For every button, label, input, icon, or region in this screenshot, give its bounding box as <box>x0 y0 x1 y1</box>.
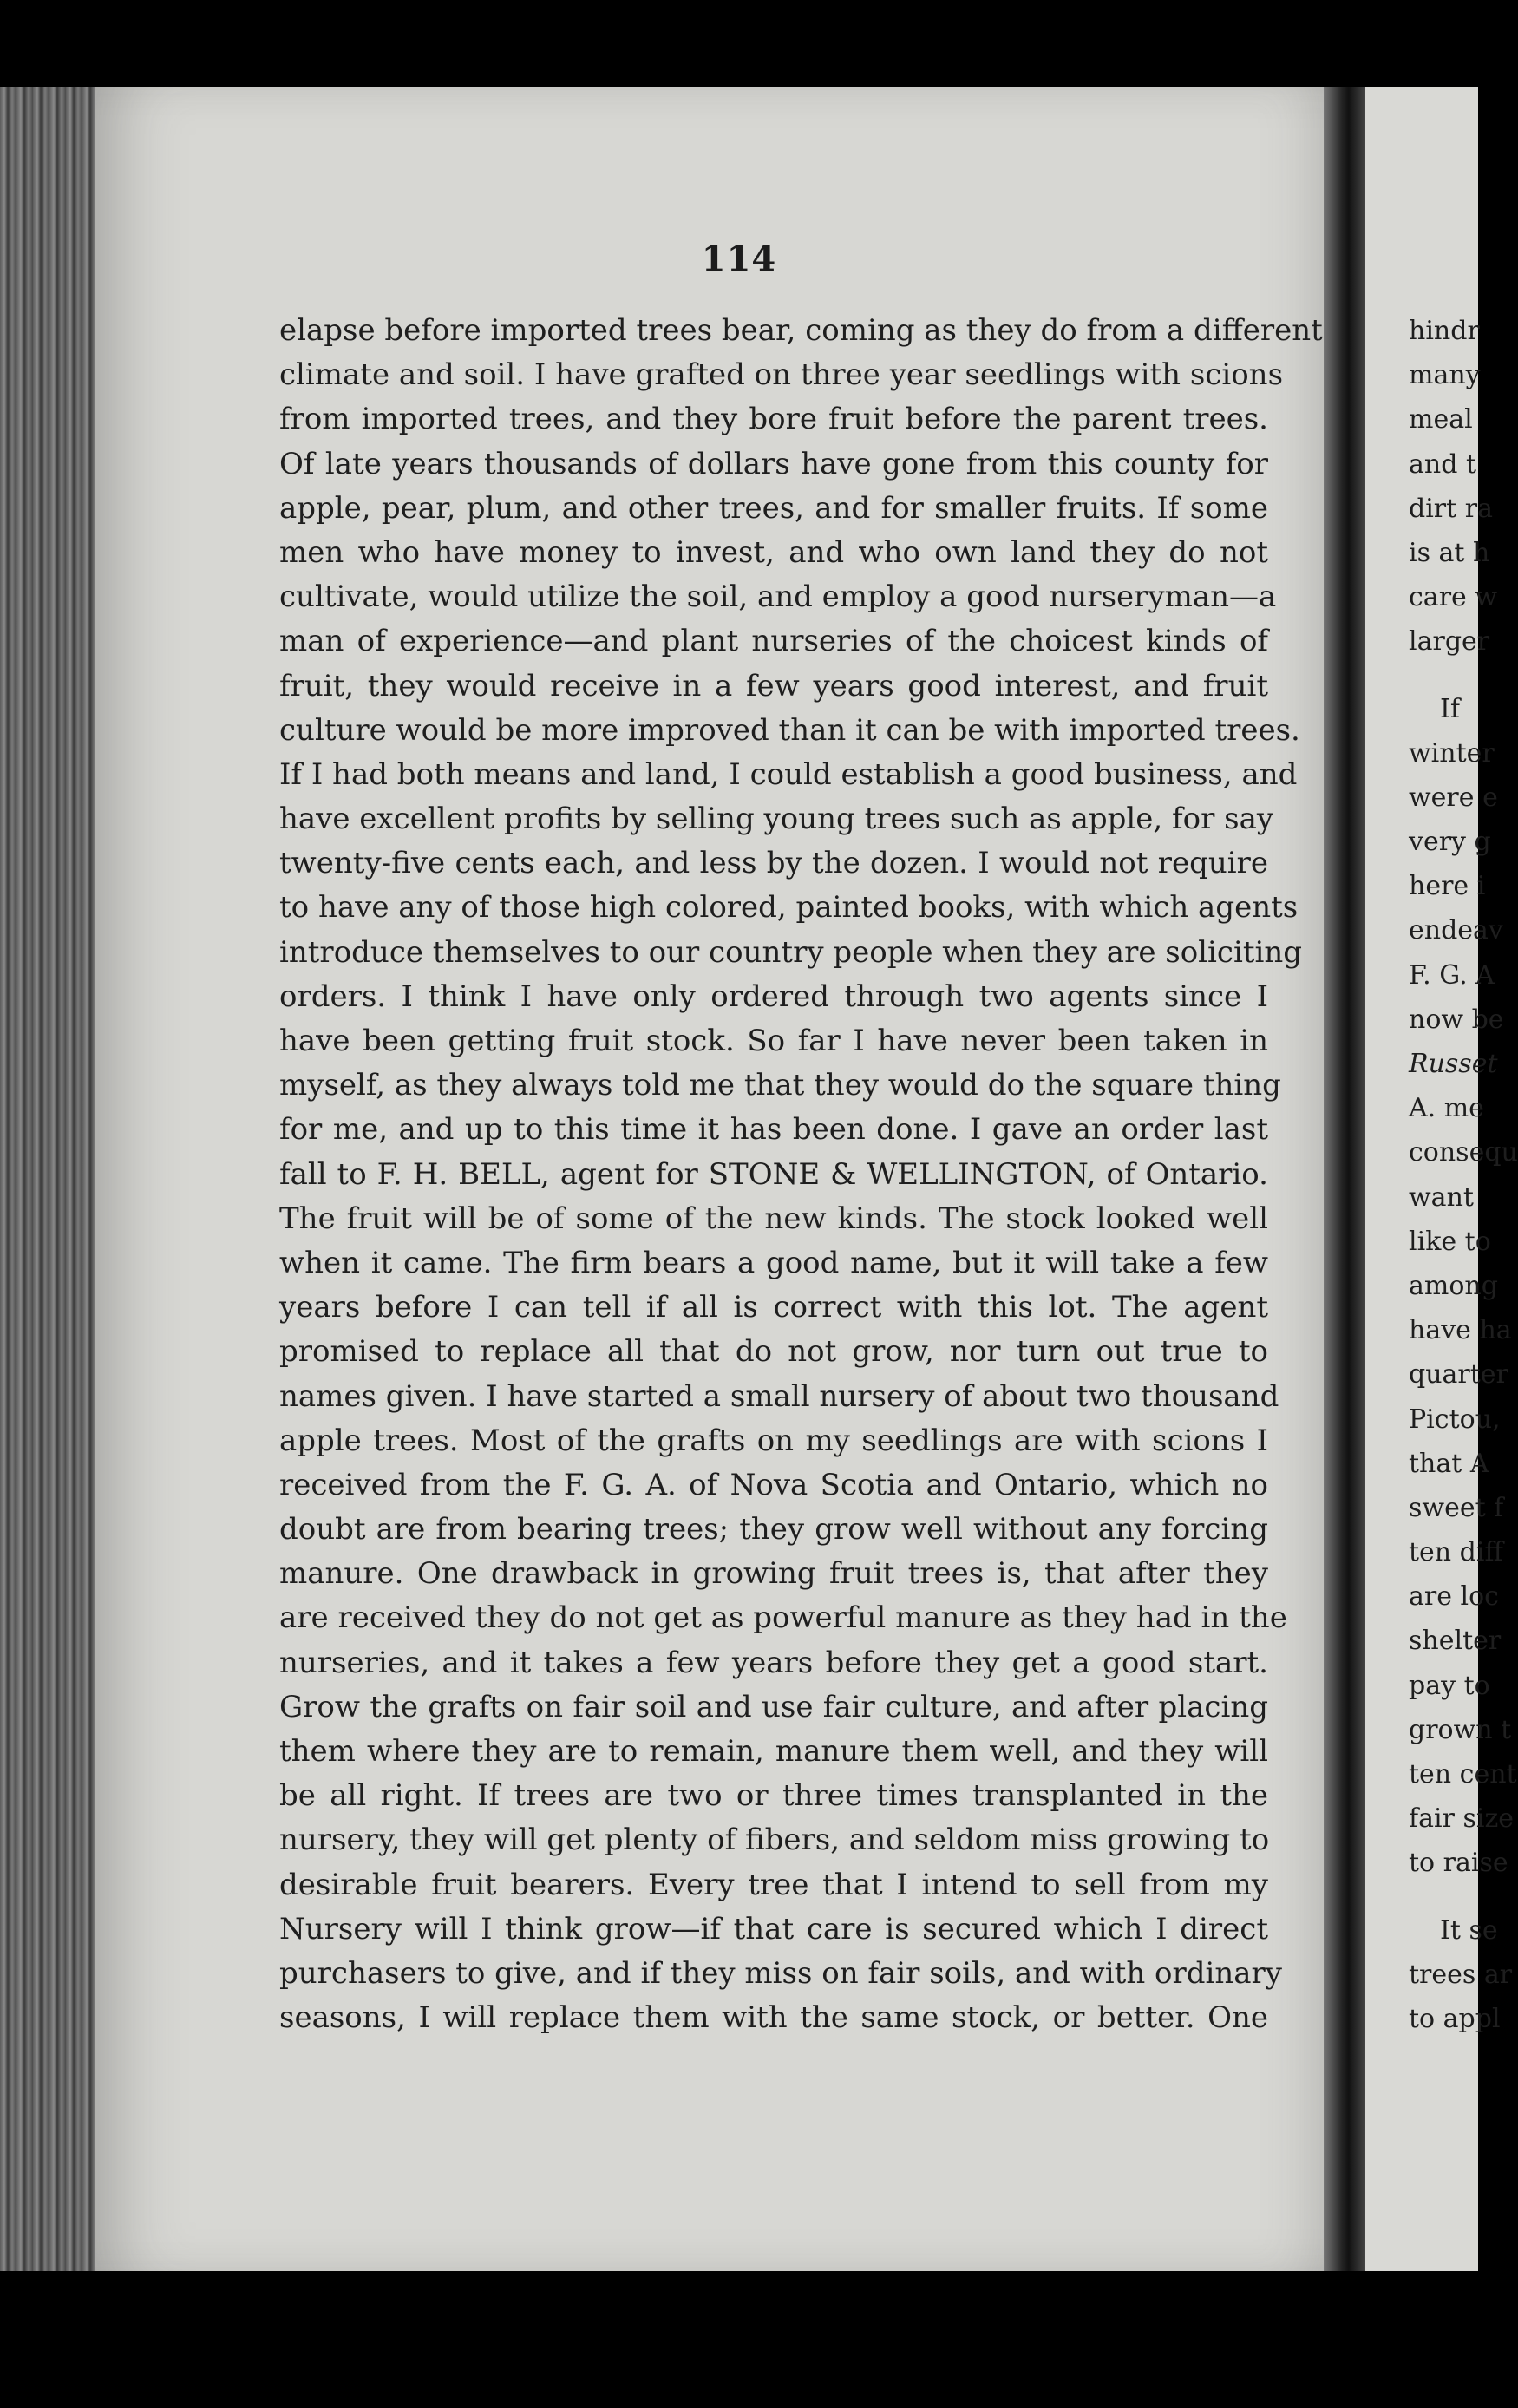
text-line: years before I can tell if all is correct with this lot. The agent <box>279 1290 1268 1325</box>
text-line: culture would be more improved than it can be with imported trees. <box>279 712 1300 748</box>
text-line: A. me <box>1409 1093 1484 1124</box>
text-line: to appl <box>1409 2003 1501 2034</box>
text-line: grown t <box>1409 1714 1512 1745</box>
text-line: men who have money to invest, and who own land they do not <box>279 534 1268 570</box>
text-line: have ha <box>1409 1315 1512 1346</box>
text-line: for me, and up to this time it has been done. I gave an order last <box>279 1112 1268 1148</box>
text-line: Pictou, <box>1409 1404 1501 1435</box>
text-line: man of experience—and plant nurseries of the choicest kinds of <box>279 624 1268 659</box>
text-line: cultivate, would utilize the soil, and employ a good nurseryman—a <box>279 579 1277 615</box>
text-line: dirt ra <box>1409 493 1493 524</box>
book-gutter <box>1324 87 1365 2271</box>
text-line: introduce themselves to our country people when they are soliciting <box>279 934 1303 970</box>
text-line: If I had both means and land, I could establish a good business, and <box>279 756 1298 792</box>
book-binding-edge <box>0 87 95 2271</box>
text-line: larger <box>1409 626 1490 658</box>
text-line: meal <box>1409 404 1473 435</box>
text-line: and t <box>1409 448 1477 480</box>
text-line: from imported trees, and they bore fruit before the parent trees. <box>279 402 1268 437</box>
scan-top-border <box>0 0 1478 87</box>
text-line: among <box>1409 1270 1498 1301</box>
text-line: quarter <box>1409 1359 1508 1390</box>
text-line: endeav <box>1409 915 1503 946</box>
text-line: that A <box>1409 1448 1489 1479</box>
text-line: were e <box>1409 782 1498 813</box>
text-line: F. G. A <box>1409 959 1495 991</box>
text-line: promised to replace all that do not grow, nor turn out true to <box>279 1334 1268 1370</box>
text-line: elapse before imported trees bear, coming as they do from a different <box>279 313 1323 348</box>
text-line: to have any of those high colored, painted books, with which agents <box>279 890 1299 926</box>
text-line: doubt are from bearing trees; they grow well without any forcing <box>279 1512 1268 1548</box>
text-line: fall to F. H. BELL, agent for STONE & WELLINGTON, of Ontario. <box>279 1156 1268 1192</box>
text-line: want <box>1409 1181 1474 1213</box>
text-line: very g <box>1409 827 1491 858</box>
text-line: ten cent <box>1409 1759 1517 1790</box>
text-line: shelter <box>1409 1626 1502 1657</box>
text-line: Nursery will I think grow—if that care is secured which I direct <box>279 1911 1268 1947</box>
text-line: Of late years thousands of dollars have gone from this county for <box>279 446 1268 481</box>
text-line: nursery, they will get plenty of fibers, and seldom miss growing to <box>279 1822 1270 1858</box>
text-line: are received they do not get as powerful manure as they had in the <box>279 1600 1287 1636</box>
text-line: them where they are to remain, manure them well, and they will <box>279 1734 1268 1769</box>
text-line: have been getting fruit stock. So far I have never been taken in <box>279 1024 1268 1058</box>
scan-bottom-border <box>0 2271 1478 2408</box>
text-line: seasons, I will replace them with the same stock, or better. One <box>279 2000 1268 2036</box>
text-line: fair size <box>1409 1803 1515 1835</box>
page-number: 114 <box>701 239 777 279</box>
text-line: orders. I think I have only ordered through two agents since I <box>279 978 1268 1014</box>
body-text <box>279 309 1323 2040</box>
text-line: twenty-five cents each, and less by the dozen. I would not require <box>279 846 1268 881</box>
text-line: apple trees. Most of the grafts on my seedlings are with scions I <box>279 1423 1268 1458</box>
text-line: care w <box>1409 582 1497 613</box>
text-line: fruit, they would receive in a few years good interest, and fruit <box>279 668 1268 703</box>
text-line: manure. One drawback in growing fruit trees is, that after they <box>279 1556 1268 1592</box>
text-line: to raise <box>1409 1848 1508 1879</box>
text-line: ten diff <box>1409 1537 1503 1568</box>
text-line: received from the F. G. A. of Nova Scotia and Ontario, which no <box>279 1467 1268 1502</box>
text-line: here i <box>1409 871 1486 902</box>
text-line: when it came. The firm bears a good name, but it will take a few <box>279 1245 1268 1280</box>
text-line: are loc <box>1409 1581 1499 1613</box>
text-line: hindr <box>1409 316 1480 346</box>
text-line: If <box>1440 693 1460 724</box>
text-line: like to <box>1409 1226 1491 1257</box>
text-line: pay to <box>1409 1670 1490 1701</box>
text-line: have excellent profits by selling young trees such as apple, for say <box>279 802 1274 837</box>
right-page-edge <box>1365 87 1518 2271</box>
text-line: be all right. If trees are two or three times transplanted in the <box>279 1778 1268 1814</box>
text-line: It se <box>1440 1914 1498 1946</box>
text-line: consequ <box>1409 1137 1518 1168</box>
text-line: purchasers to give, and if they miss on fair soils, and with ordinary <box>279 1955 1283 1991</box>
text-line: is at h <box>1409 537 1490 568</box>
text-line: Russet <box>1409 1049 1498 1079</box>
text-line: now be <box>1409 1004 1504 1035</box>
text-line: Grow the grafts on fair soil and use fair culture, and after placing <box>279 1689 1268 1724</box>
text-line: nurseries, and it takes a few years before they get a good start. <box>279 1645 1268 1680</box>
text-line: desirable fruit bearers. Every tree that I intend to sell from my <box>279 1867 1268 1902</box>
text-line: climate and soil. I have grafted on three year seedlings with scions <box>279 357 1284 393</box>
text-line: many <box>1409 360 1481 391</box>
text-line: trees ar <box>1409 1959 1513 1990</box>
text-line: myself, as they always told me that they would do the square thing <box>279 1068 1281 1103</box>
text-line: names given. I have started a small nursery of about two thousand <box>279 1378 1279 1414</box>
right-page-text <box>1409 309 1518 2041</box>
text-line: sweet f <box>1409 1492 1504 1523</box>
text-line: apple, pear, plum, and other trees, and for smaller fruits. If some <box>279 490 1268 526</box>
text-line: The fruit will be of some of the new kinds. The stock looked well <box>279 1201 1268 1236</box>
text-line: winter <box>1409 737 1495 769</box>
